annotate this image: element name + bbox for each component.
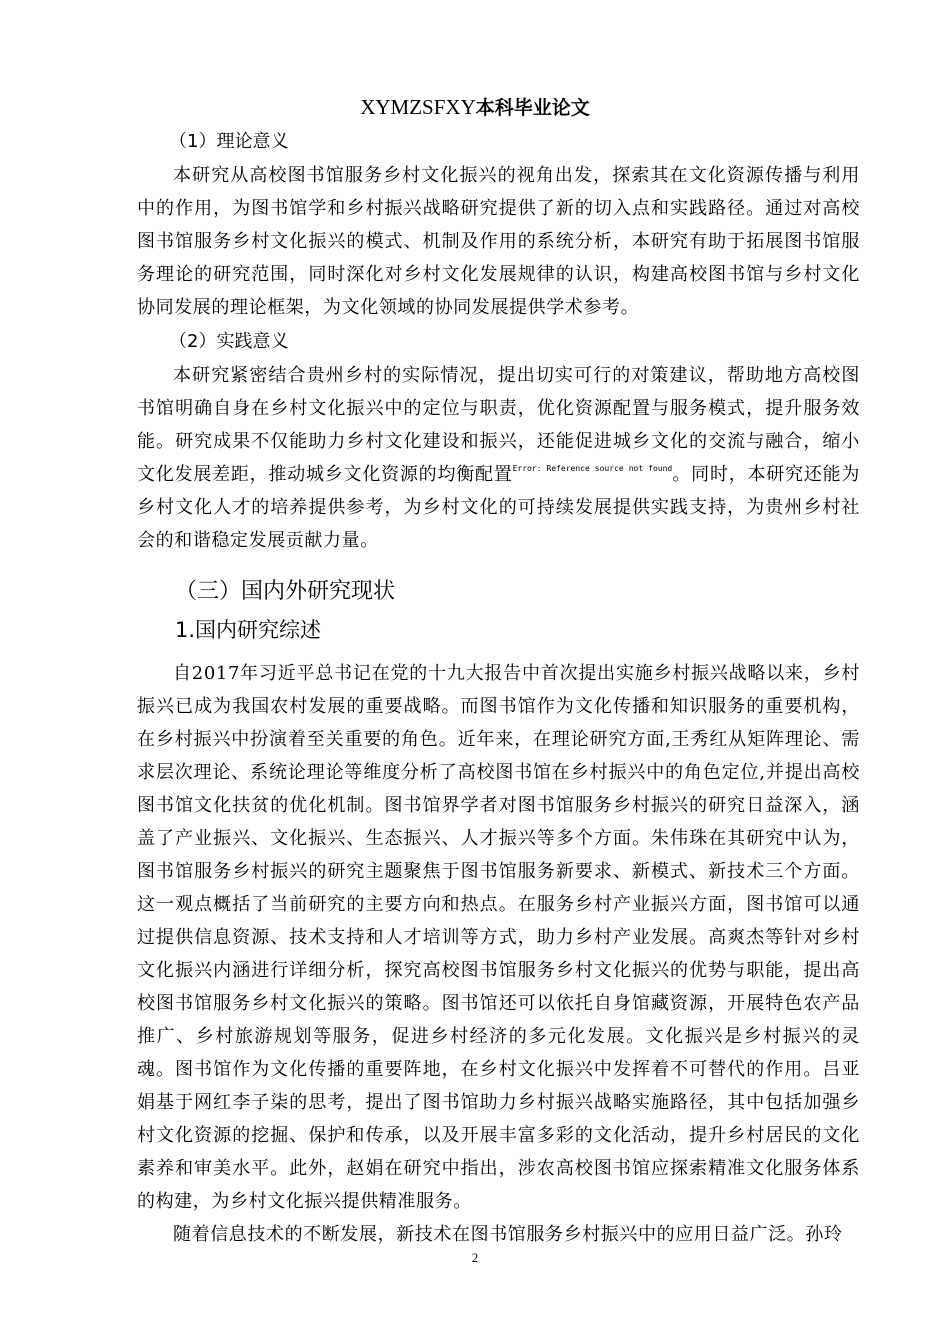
practice-text-after: 。同时，本研究还能为乡村文化人才的培养提供参考，为乡村文化的可持续发展提供实践支持，为贵州乡村社会的和谐稳定发展贡献力量。	[137, 464, 860, 551]
page-number: 2	[471, 1250, 479, 1265]
practice-significance-heading: （2）实践意义	[169, 331, 289, 352]
page-header	[0, 94, 950, 121]
document-body	[137, 124, 860, 1251]
section-heading-research-status: （三）国内外研究现状	[175, 579, 396, 604]
reference-error-marker[interactable]: Error: Reference source not found	[512, 464, 673, 473]
domestic-review-paragraph-1: 自2017年习近平总书记在党的十九大报告中首次提出实施乡村振兴战略以来，乡村振兴已成为我国农村发展的重要战略。而图书馆作为文化传播和知识服务的重要机构，在乡村振兴中扮演着至关重要的角色。近年来，在理论研究方面,王秀红从矩阵理论、需求层次理论、系统论理论等维度分析了高校图书馆在乡村振兴中的角色定位,并提出高校图书馆文化扶贫的优化机制。图书馆界学者对图书馆服务乡村振兴的研究日益深入，涵盖了产业振兴、文化振兴、生态振兴、人才振兴等多个方面。朱伟珠在其研究中认为，图书馆服务乡村振兴的研究主题聚焦于图书馆服务新要求、新模式、新技术三个方面。这一观点概括了当前研究的主要方向和热点。在服务乡村产业振兴方面，图书馆可以通过提供信息资源、技术支持和人才培训等方式，助力乡村产业发展。高爽杰等针对乡村文化振兴内涵进行详细分析，探究高校图书馆服务乡村文化振兴的优势与职能，提出高校图书馆服务乡村文化振兴的策略。图书馆还可以依托自身馆藏资源，开展特色农产品推广、乡村旅游规划等服务，促进乡村经济的多元化发展。文化振兴是乡村振兴的灵魂。图书馆作为文化传播的重要阵地，在乡村文化振兴中发挥着不可替代的作用。吕亚娟基于网红李子柒的思考，提出了图书馆助力乡村振兴战略实施路径，其中包括加强乡村文化资源的挖掘、保护和传承，以及开展丰富多彩的文化活动，提升乡村居民的文化素养和审美水平。此外，赵娟在研究中指出，涉农高校图书馆应探索精准文化服务体系的构建，为乡村文化振兴提供精准服务。	[137, 663, 860, 1212]
domestic-review-paragraph-2: 随着信息技术的不断发展，新技术在图书馆服务乡村振兴中的应用日益广泛。孙玲	[173, 1224, 843, 1245]
practice-text-before: 本研究紧密结合贵州乡村的实际情况，提出切实可行的对策建议，帮助地方高校图书馆明确自身在乡村文化振兴中的定位与职责，优化资源配置与服务模式，提升服务效能。研究成果不仅能助力乡村文化建设和振兴，还能促进城乡文化的交流与融合，缩小文化发展差距，推动城乡文化资源的均衡配置	[137, 365, 860, 485]
practice-significance-paragraph	[137, 359, 860, 557]
theory-significance-paragraph: 本研究从高校图书馆服务乡村文化振兴的视角出发，探索其在文化资源传播与利用中的作用，为图书馆学和乡村振兴战略研究提供了新的切入点和实践路径。通过对高校图书馆服务乡村文化振兴的模式、机制及作用的系统分析，本研究有助于拓展图书馆服务理论的研究范围，同时深化对乡村文化发展规律的认识，构建高校图书馆与乡村文化协同发展的理论框架，为文化领域的协同发展提供学术参考。	[137, 165, 860, 318]
theory-significance-heading: （1）理论意义	[169, 131, 289, 152]
subsection-heading-domestic-review: 1.国内研究综述	[175, 618, 322, 642]
header-thesis-label: 本科毕业论文	[475, 97, 590, 119]
header-school-code: XYMZSFXY	[360, 95, 476, 119]
